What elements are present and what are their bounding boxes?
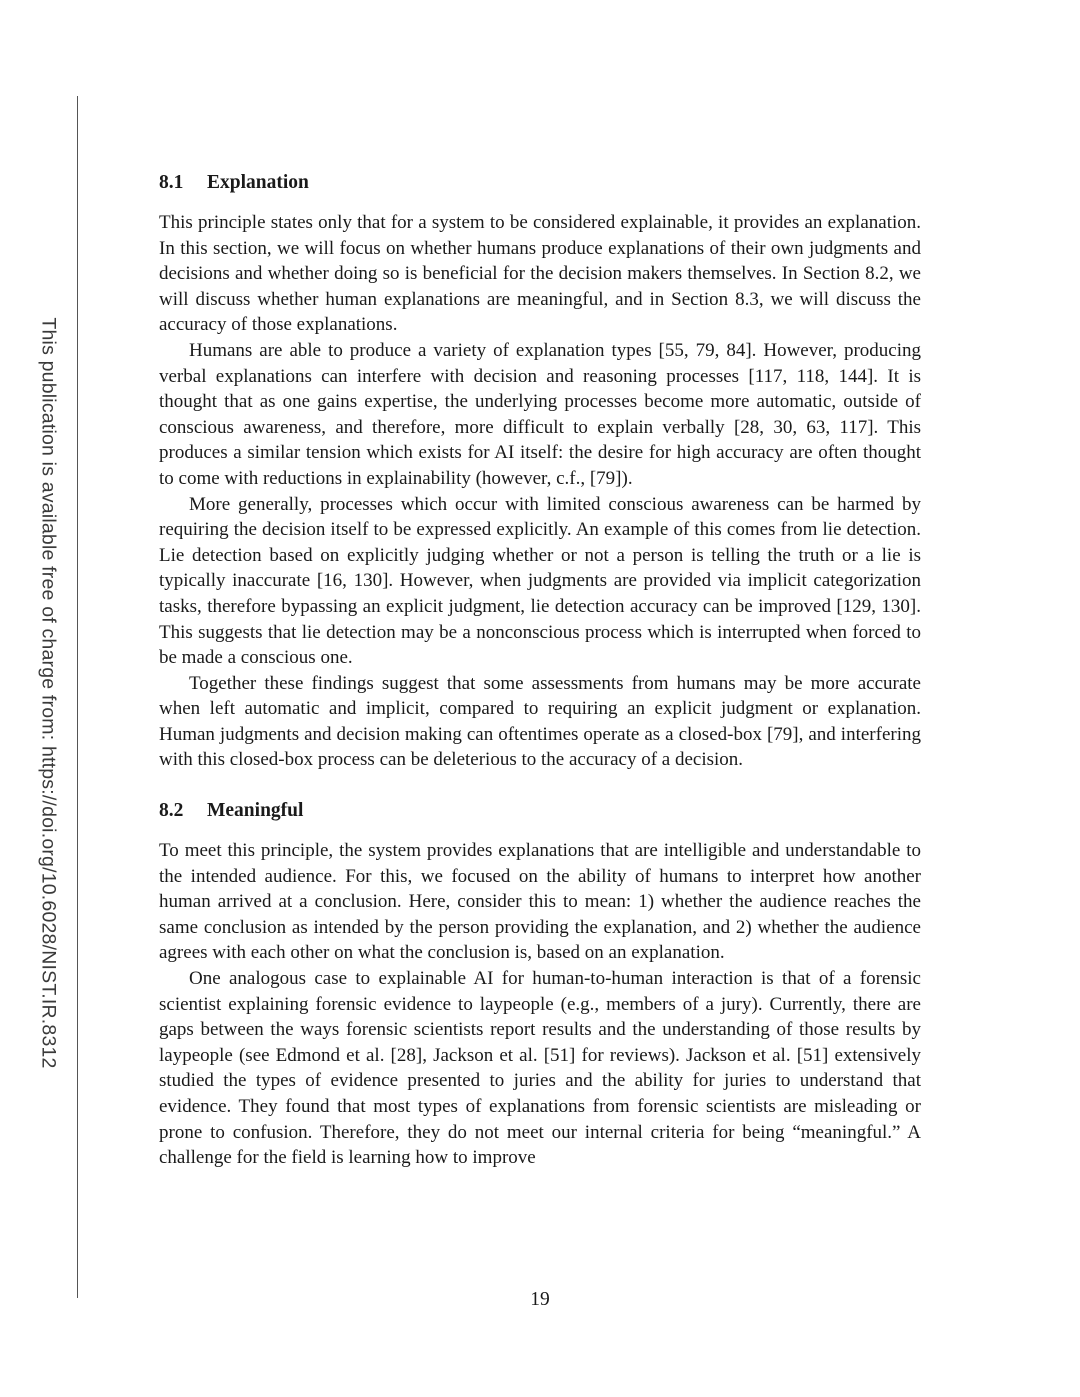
doi-availability-note: This publication is available free of charge from: https://doi.org/10.6028/NIST.IR.8312 xyxy=(37,317,60,1069)
margin-rule xyxy=(77,96,78,1298)
section-heading-meaningful xyxy=(159,798,921,824)
section-spacer xyxy=(159,773,921,798)
section-heading-explanation xyxy=(159,170,921,196)
paragraph: To meet this principle, the system provides explanations that are intelligible and understandable to the intended audience. For this, we focused on the ability of humans to interpret how another human arrived at a conclusion. Here, consider this to mean: 1) whether the audience reaches the same conclusion as intended by the person providing the explanation, and 2) whether the audience agrees with each other on what the conclusion is, based on an explanation. xyxy=(159,840,921,964)
page-body xyxy=(159,170,921,1171)
paragraph: This principle states only that for a system to be considered explainable, it provides an explanation. In this section, we will focus on whether humans produce explanations of their own judgments and decisions and whether doing so is beneficial for the decision makers themselves. In Section 8.2, we will discuss whether human explanations are meaningful, and in Section 8.3, we will discuss the accuracy of those explanations. xyxy=(159,212,921,336)
section-number: 8.2 xyxy=(159,800,184,822)
paragraph: One analogous case to explainable AI for human-to-human interaction is that of a forensic scientist explaining forensic evidence to laypeople (e.g., members of a jury). Currently, there are gaps between the ways forensic scientists report results and the understanding of those results by laypeople (see Edmond et al. [28], Jackson et al. [51] for reviews). Jackson et al. [51] extensively studied the types of evidence presented to juries and the ability for juries to understand that evidence. They found that most types of explanations from forensic scientists are misleading or prone to confusion. Therefore, they do not meet our internal criteria for being “meaningful.” A challenge for the field is learning how to improve xyxy=(159,968,921,1169)
section-title: Explanation xyxy=(207,172,309,193)
section-number: 8.1 xyxy=(159,172,184,193)
paragraph: Together these findings suggest that some assessments from humans may be more accurate when left automatic and implicit, compared to requiring an explicit judgment or explanation. Human judgments and decision making can oftentimes operate as a closed-box [79], and interfering with this closed-box process can be deleterious to the accuracy of a decision. xyxy=(159,672,921,771)
paragraph: Humans are able to produce a variety of explanation types [55, 79, 84]. However, producing verbal explanations can interfere with decision and reasoning processes [117, 118, 144]. It is thought that as one gains expertise, the underlying processes become more automatic, outside of conscious awareness, and therefore, more difficult to explain verbally [28, 30, 63, 117]. This produces a similar tension which exists for AI itself: the desire for high accuracy are often thought to come with reductions in explainability (however, c.f., [79]). xyxy=(159,339,921,489)
section-title: Meaningful xyxy=(207,800,304,822)
paragraph: More generally, processes which occur with limited conscious awareness can be harmed by requiring the decision itself to be expressed explicitly. An example of this comes from lie detection. Lie detection based on explicitly judging whether or not a person is telling the truth or a lie is typically inaccurate [16, 130]. However, when judgments are provided via implicit categorization tasks, therefore bypassing an explicit judgment, lie detection accuracy can be improved [129, 130]. This suggests that lie detection may be a nonconscious process which is interrupted when forced to be made a conscious one. xyxy=(159,493,921,669)
page-number: 19 xyxy=(530,1289,550,1310)
